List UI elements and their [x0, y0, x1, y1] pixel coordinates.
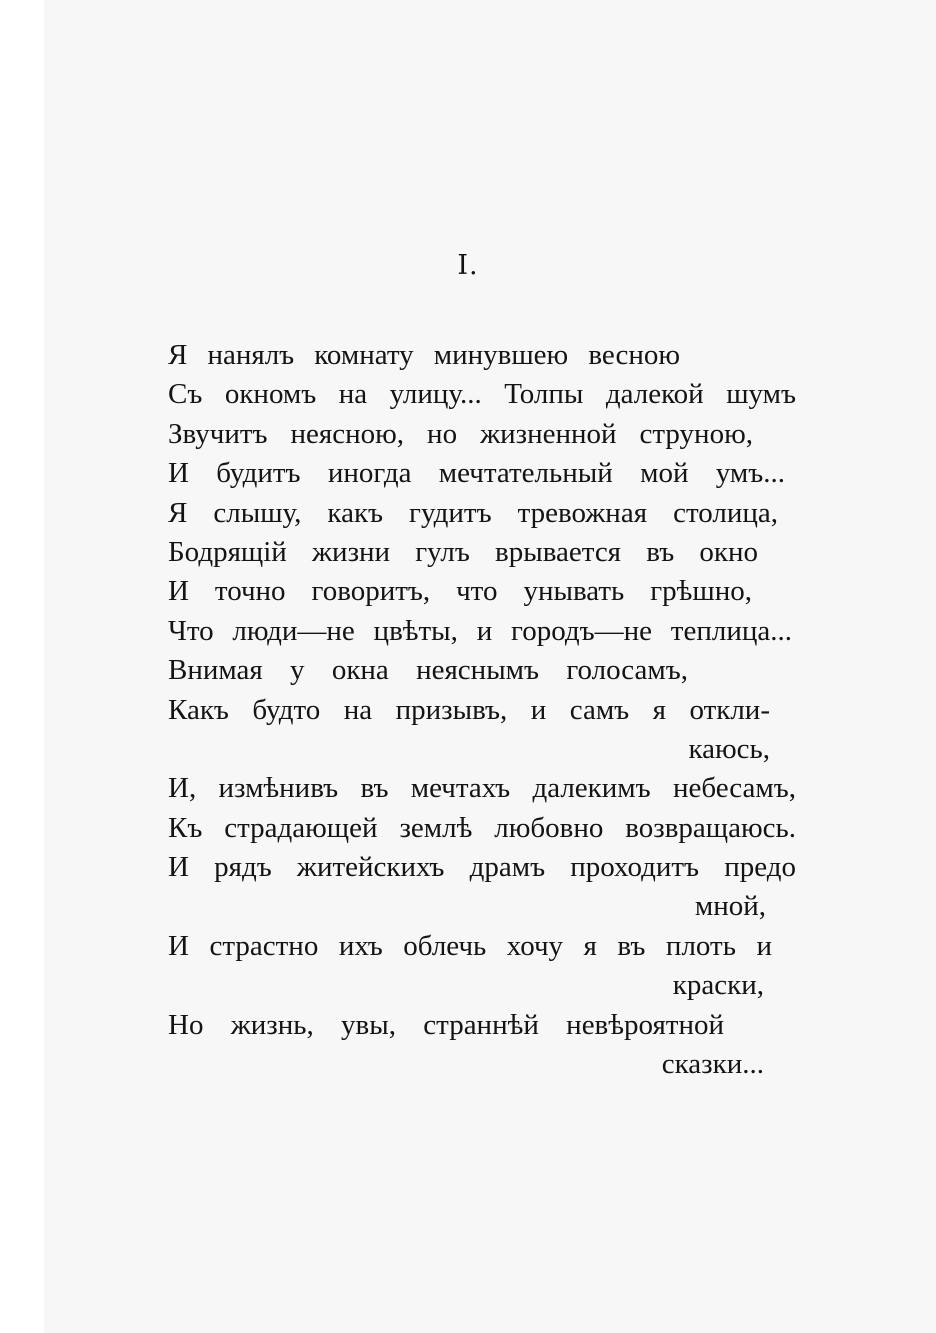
poem-line: И, измѣнивъ въ мечтахъ далекимъ небесамъ,	[168, 772, 796, 805]
poem-line: И точно говоритъ, что унывать грѣшно,	[168, 575, 752, 608]
poem-line-continuation: сказки...	[661, 1048, 764, 1081]
section-heading: I.	[457, 250, 479, 281]
poem-text	[168, 336, 808, 1084]
poem-line: И рядъ житейскихъ драмъ проходитъ предо	[168, 851, 796, 884]
poem-line-continuation: краски,	[672, 969, 764, 1002]
poem-line: Я нанялъ комнату минувшею весною	[168, 339, 680, 371]
poem-line: Бодрящій жизни гулъ врывается въ окно	[168, 535, 758, 568]
poem-line: Что люди—не цвѣты, и городъ—не теплица...	[168, 614, 792, 647]
poem-line: Внимая у окна неяснымъ голосамъ,	[168, 654, 688, 687]
poem-line: Звучитъ неясною, но жизненной струною,	[168, 417, 753, 450]
poem-line: Къ страдающей землѣ любовно возвращаюсь.	[168, 811, 796, 844]
poem-line: И страстно ихъ облечь хочу я въ плоть и	[168, 929, 772, 962]
poem-line: Но жизнь, увы, страннѣй невѣроятной	[168, 1008, 724, 1041]
poem-line: Съ окномъ на улицу... Толпы далекой шумъ	[168, 378, 796, 411]
poem-line-continuation: каюсь,	[688, 732, 770, 765]
poem-line-continuation: мной,	[694, 890, 766, 923]
poem-line: Я слышу, какъ гудитъ тревожная столица,	[168, 496, 778, 529]
poem-line: И будитъ иногда мечтательный мой умъ...	[168, 457, 785, 490]
poem-line: Какъ будто на призывъ, и самъ я откли-	[168, 693, 770, 726]
